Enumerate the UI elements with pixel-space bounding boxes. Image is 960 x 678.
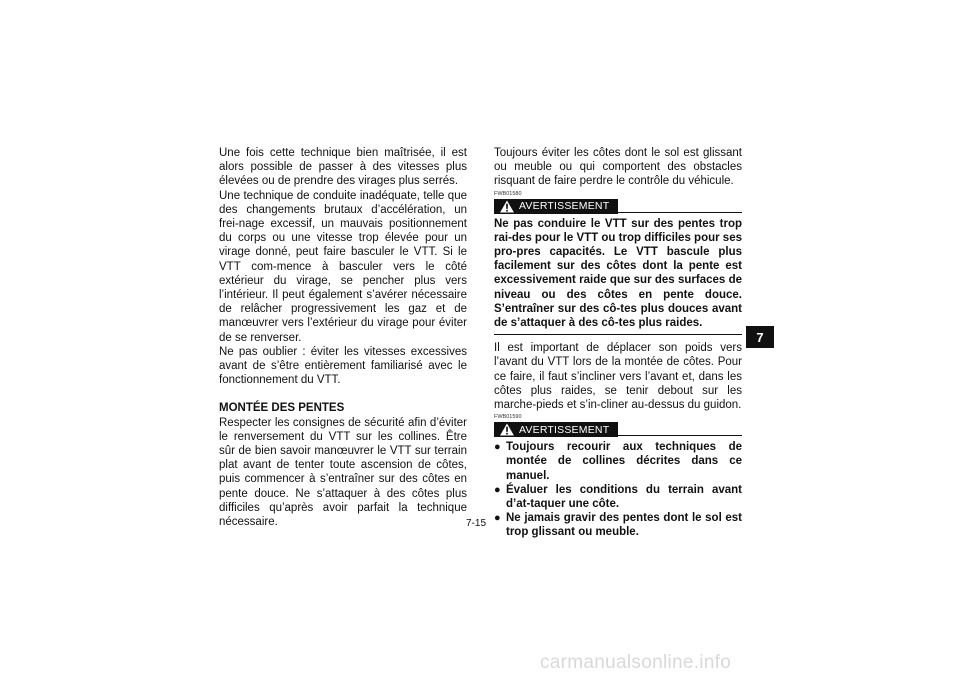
chapter-tab: 7	[746, 326, 774, 348]
paragraph-technique: Une technique de conduite inadéquate, telle que des changements brutaux d’accélération, un frei-nage excessif, un mauvais positionnement du corps ou une vitesse trop élevée pour un virage donné, peut faire basculer le VTT. Si le VTT com-mence à basculer vers le côté extérieur du virage, se pencher plus vers l’intérieur. Il peut également s’avérer nécessaire de relâcher progressivement les gaz et de manœuvrer vers l’extérieur du virage pour éviter de se renverser.	[219, 189, 467, 344]
warning-triangle-icon	[499, 423, 515, 436]
bullet-dot-icon: ●	[494, 512, 501, 525]
warning-header	[494, 422, 742, 437]
list-item	[494, 440, 742, 483]
right-column	[494, 146, 742, 540]
list-item-text: Ne jamais gravir des pentes dont le sol est trop glissant ou meuble.	[506, 512, 742, 539]
warning-label: AVERTISSEMENT	[519, 423, 610, 436]
page-number: 7-15	[466, 518, 487, 529]
warning-code: FWB01590	[494, 414, 522, 421]
watermark: carmanualsonline.info	[540, 652, 732, 673]
list-item	[494, 511, 742, 539]
warning-code: FWB01580	[494, 190, 522, 197]
warning-end-rule	[494, 334, 742, 335]
left-column	[219, 146, 467, 529]
paragraph-reminder: Ne pas oublier : éviter les vitesses excessives avant de s’être entièrement familiarisé avec le fonctionnement du VTT.	[219, 345, 467, 387]
warning-triangle-icon	[499, 200, 515, 213]
list-item	[494, 483, 742, 511]
warning-label: AVERTISSEMENT	[519, 200, 610, 212]
paragraph-hill-safety: Respecter les consignes de sécurité afin d’éviter le renversement du VTT sur les collines. Être sûr de bien savoir manœuvrer le VTT sur terrain plat avant de tenter toute ascension de côtes, puis commencer à s’entraîner sur des côtes en pente douce. Ne s’attaquer à des côtes plus difficiles qu’après avoir parfait la technique nécessaire.	[219, 416, 467, 529]
bullet-dot-icon: ●	[494, 483, 501, 496]
list-item-text: Évaluer les conditions du terrain avant d’at-taquer une côte.	[506, 483, 742, 511]
bullet-dot-icon: ●	[494, 441, 501, 454]
paragraph-weight-shift: Il est important de déplacer son poids vers l’avant du VTT lors de la montée de côtes. Pour ce faire, il faut s’incliner vers l’avant et, dans les côtes plus raides, se tenir debout sur les marche-pieds et s’in-cliner au-dessus du guidon.	[494, 342, 742, 412]
list-item-text: Toujours recourir aux techniques de montée de collines décrites dans ce manuel.	[506, 441, 742, 482]
warning-header	[494, 199, 742, 214]
warning-badge	[494, 199, 618, 214]
paragraph-avoid-slopes: Toujours éviter les côtes dont le sol est glissant ou meuble ou qui comportent des obstacles risquant de faire perdre le contrôle du véhicule.	[494, 147, 742, 188]
warning-text: Ne pas conduire le VTT sur des pentes trop rai-des pour le VTT ou trop difficiles pour ses pro-pres capacités. Le VTT bascule plus facilement sur des côtes dont la pente est excessivement raide que sur des surfaces de niveau ou des côtes en pente douce. S’entraîner sur des cô-tes plus douces avant de s’attaquer à des cô-tes plus raides.	[494, 217, 742, 330]
paragraph-intro: Une fois cette technique bien maîtrisée, il est alors possible de passer à des vitesses plus élevées ou de prendre des virages plus serrés.	[219, 147, 467, 188]
section-heading: MONTÉE DES PENTES	[219, 402, 345, 415]
warning-badge	[494, 422, 618, 437]
